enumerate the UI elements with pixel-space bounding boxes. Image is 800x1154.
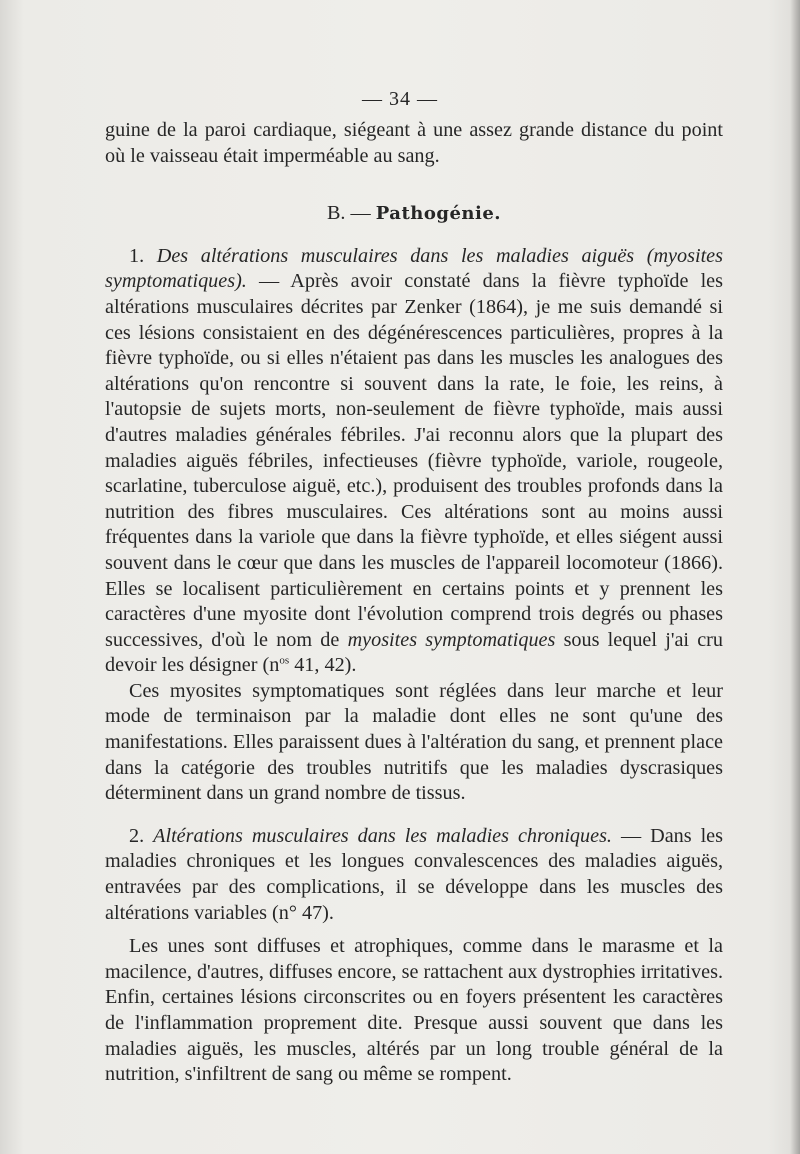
section-heading <box>105 201 723 227</box>
section-2-paragraph-2: Les unes sont diffuses et atrophiques, comme dans le marasme et la macilence, d'autres, diffuses encore, se rattachent aux dystrophies irritatives. Enfin, certaines lésions circonscrites ou en foyers présentent les caractères de l'inflammation proprement dite. Presque aussi souvent que dans les maladies aiguës, les muscles, altérés par un long trouble général de la nutrition, s'infiltrent de sang ou même se rompent. <box>105 935 723 1086</box>
section-2-number: 2. <box>129 824 154 847</box>
section-1-body-b: sous lequel j'ai cru devoir les désigner (n <box>105 628 723 677</box>
section-1-sup: os <box>279 654 290 667</box>
section-2-body: — Dans les maladies chroniques et les longues convalescences des maladies aiguës, entravées par des complications, il se développe dans les muscles des altérations variables (n° 47). <box>105 824 723 924</box>
heading-title: Pathogénie. <box>375 203 502 225</box>
body-text <box>105 118 723 1088</box>
section-1-number: 1. <box>129 244 157 267</box>
section-1-title: Des altérations musculaires dans les maladies aiguës (myosites symptomatiques). <box>105 244 723 293</box>
section-1-paragraph <box>105 244 723 679</box>
page-number: — 34 — <box>362 88 438 110</box>
section-2-title: Altérations musculaires dans les maladies chroniques. <box>153 824 612 847</box>
section-2-paragraph <box>105 824 723 926</box>
intro-paragraph: guine de la paroi cardiaque, siégeant à une assez grande distance du point où le vaisseau était imperméable au sang. <box>105 119 723 167</box>
heading-label: B. — <box>326 202 376 225</box>
section-1-body-a: — Après avoir constaté dans la fièvre typhoïde les altérations musculaires décrites par Zenker (1864), je me suis demandé si ces lésions consistaient en des dégénérescences particulières, propres à la fièvre typhoïde, ou si elles n'étaient pas dans les muscles les analogues des altérations qu'on rencontre si souvent dans la rate, le foie, les reins, à l'autopsie de sujets morts, non-seulement de fièvre typhoïde, mais aussi d'autres maladies générales fébriles. J'ai reconnu alors que la plupart des maladies aiguës fébriles, infectieuses (fièvre typhoïde, variole, rougeole, scarlatine, tuberculose aiguë, etc.), produisent des troubles profonds dans la nutrition des fibres musculaires. Ces altérations sont au moins aussi fréquentes dans la variole que dans la fièvre typhoïde, et elles siégent aussi souvent dans le cœur que dans les muscles de l'appareil locomoteur (1866). Elles se localisent particulièrement en certains points et y prennent les caractères d'une myosite dont l'évolution comprend trois degrés ou phases successives, d'où le nom de <box>105 270 723 651</box>
page-edge-shadow <box>790 0 800 1154</box>
section-1-body-c: 41, 42). <box>289 654 357 677</box>
section-1-italic-term: myosites symptomatiques <box>347 628 556 651</box>
section-1-paragraph-2: Ces myosites symptomatiques sont réglées dans leur marche et leur mode de terminaison par la maladie dont elles ne sont qu'une des manifestations. Elles paraissent dues à l'altération du sang, et prennent place dans la catégorie des troubles nutritifs que les maladies dyscrasiques déterminent dans un grand nombre de tissus. <box>105 679 723 805</box>
